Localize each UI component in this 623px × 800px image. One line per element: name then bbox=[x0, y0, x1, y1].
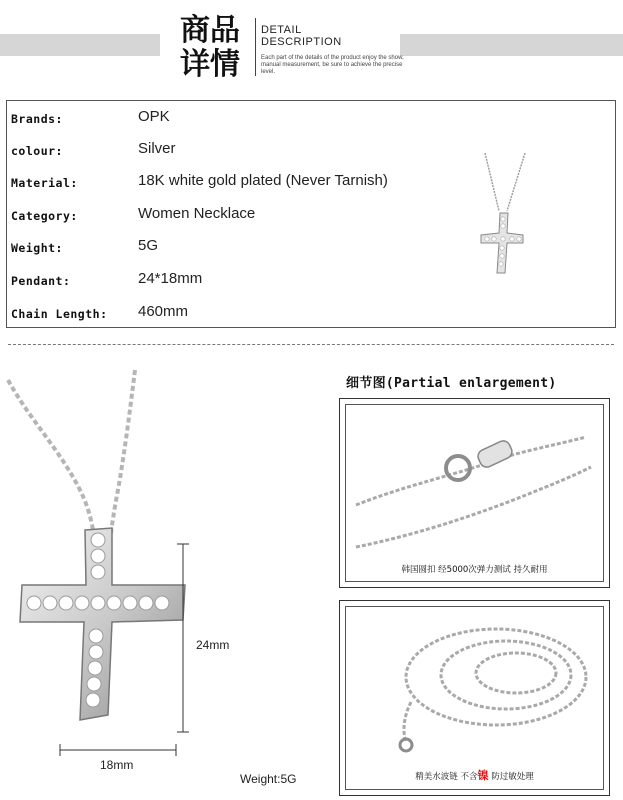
header-band-left bbox=[0, 34, 160, 56]
header-title-cn: 商品详情 bbox=[180, 13, 240, 82]
spec-row bbox=[7, 232, 447, 262]
spec-row bbox=[7, 265, 447, 295]
spec-label: Pendant: bbox=[11, 274, 71, 288]
spec-label: Weight: bbox=[11, 241, 63, 255]
header-divider bbox=[255, 18, 256, 76]
caption-chain-nickel: 镍 bbox=[477, 769, 489, 782]
clasp-chain-image bbox=[346, 405, 605, 560]
height-label: 24mm bbox=[196, 638, 230, 652]
spec-table bbox=[6, 100, 616, 328]
detail-frame bbox=[345, 404, 604, 582]
spec-row bbox=[7, 103, 447, 133]
partial-title: 细节图(Partial enlargement) bbox=[346, 376, 557, 391]
header-title-en-line2: DESCRIPTION bbox=[261, 36, 342, 48]
caption-clasp: 韩国圆扣 经5000次弹力测试 持久耐用 bbox=[401, 565, 548, 575]
spec-value: Silver bbox=[138, 140, 176, 157]
pendant-large-illustration bbox=[0, 360, 335, 800]
spec-label: Chain Length: bbox=[11, 307, 108, 321]
spec-value: OPK bbox=[138, 108, 170, 125]
spec-label: colour: bbox=[11, 144, 63, 158]
spec-row bbox=[7, 167, 447, 197]
detail-box-chain bbox=[339, 600, 610, 796]
pendant-thumbnail bbox=[467, 153, 537, 283]
spec-value: 24*18mm bbox=[138, 270, 203, 287]
spec-value: 460mm bbox=[138, 303, 189, 320]
section-divider bbox=[8, 344, 614, 345]
spec-row bbox=[7, 200, 447, 230]
weight-label: Weight:5G bbox=[240, 772, 297, 786]
detail-box-clasp bbox=[339, 398, 610, 588]
header-title-en bbox=[261, 24, 342, 48]
header-band-right bbox=[400, 34, 623, 56]
width-label: 18mm bbox=[100, 758, 134, 772]
spec-value: 5G bbox=[138, 237, 159, 254]
spec-row bbox=[7, 135, 447, 165]
spec-value: 18K white gold plated (Never Tarnish) bbox=[138, 172, 388, 189]
caption-chain bbox=[346, 767, 603, 783]
caption-chain-text-a: 精美水波链 不含 bbox=[415, 772, 478, 782]
spec-row bbox=[7, 298, 447, 328]
spec-label: Material: bbox=[11, 176, 78, 190]
coiled-chain-image bbox=[346, 607, 605, 767]
header-title-en-line1: DETAIL bbox=[261, 24, 302, 36]
spec-label: Brands: bbox=[11, 112, 63, 126]
spec-label: Category: bbox=[11, 209, 78, 223]
detail-frame bbox=[345, 606, 604, 790]
caption-chain-text-b: 防过敏处理 bbox=[488, 772, 534, 782]
spec-value: Women Necklace bbox=[138, 205, 256, 222]
header-note: Each part of the details of the product enjoy the show, manual measurement, be sure to achieve the precise level. bbox=[261, 55, 404, 75]
